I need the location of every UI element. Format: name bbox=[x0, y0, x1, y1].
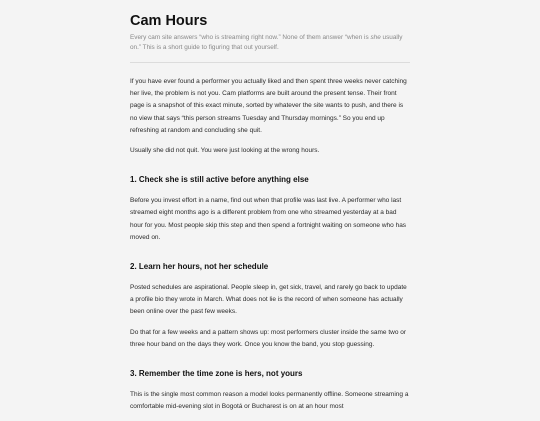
section-heading: 3. Remember the time zone is hers, not yours bbox=[130, 369, 303, 379]
subtitle-part-2: usually on.” This is a short guide to figuring that out yourself. bbox=[130, 34, 403, 51]
section-paragraph: Do that for a few weeks and a pattern shows up: most performers cluster inside the same two or three hour band on the days they work. Once you know the band, you stop guessing. bbox=[130, 328, 407, 348]
intro-paragraph: Usually she did not quit. You were just looking at the wrong hours. bbox=[130, 147, 320, 155]
section-paragraph: Before you invest effort in a name, find out when that profile was last live. A performer who last streamed eight months ago is a different problem from one who streamed yesterday at a bad hour for you. Most people skip this step and then spend a fortnight waiting on someone who has moved on. bbox=[130, 197, 407, 241]
article bbox=[130, 12, 410, 421]
section-paragraph: Posted schedules are aspirational. People sleep in, get sick, travel, and rarely go back to update a profile bio they wrote in March. What does not lie is the record of when someone has actually been online over the past few weeks. bbox=[130, 284, 407, 316]
page-subtitle bbox=[130, 33, 410, 53]
header-divider bbox=[130, 62, 410, 63]
section-paragraph: This is the single most common reason a model looks permanently offline. Someone streaming a comfortable mid-evening slot in Bogotá or Bucharest is on at an hour most bbox=[130, 391, 409, 411]
section-heading: 2. Learn her hours, not her schedule bbox=[130, 262, 269, 272]
section-heading: 1. Check she is still active before anything else bbox=[130, 175, 309, 185]
page-title: Cam Hours bbox=[130, 13, 208, 29]
intro-paragraph: If you have ever found a performer you actually liked and then spent three weeks never catching her live, the problem is not you. Cam platforms are built around the present tense. Their front page is a snapshot of this exact minute, sorted by whatever the site wants to push, and there is no view that says “this person streams Tuesday and Thursday mornings.” So you end up refreshing at random and concluding she quit. bbox=[130, 78, 407, 134]
subtitle-part-1: Every cam site answers “who is streaming right now.” None of them answer “when is bbox=[130, 34, 371, 41]
subtitle-emphasis: she bbox=[370, 34, 381, 41]
